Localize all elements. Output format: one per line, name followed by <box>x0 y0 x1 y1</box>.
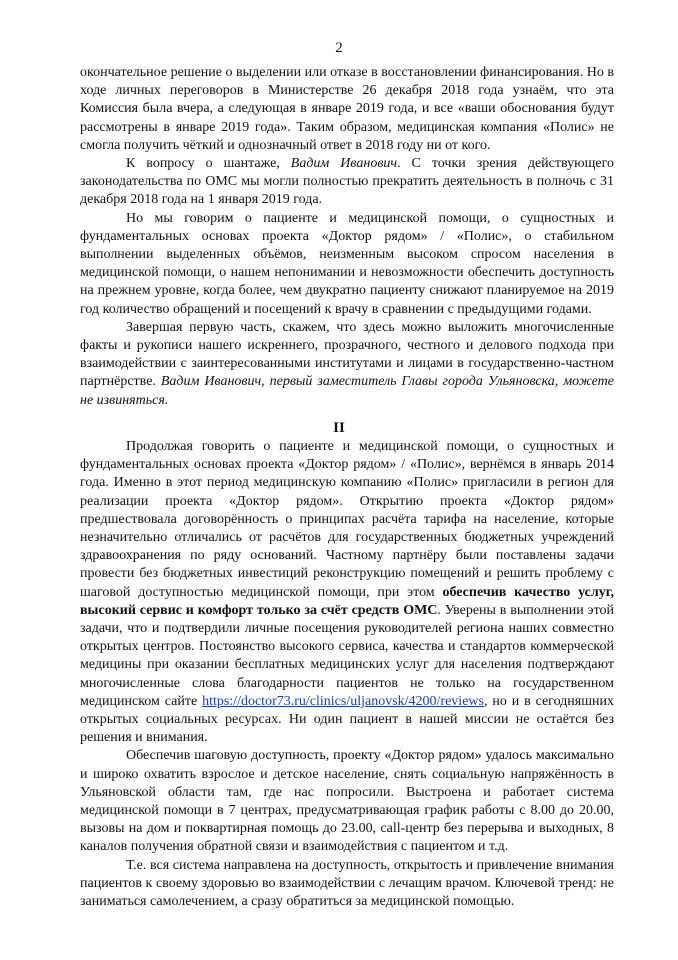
paragraph-4 <box>80 319 614 410</box>
paragraph-3: Но мы говорим о пациенте и медицинской помощи, о сущностных и фундаментальных основах проекта «Доктор рядом» / «Полис», о стабильном выполнении выделенных объёмов, неизменным высоком спросом населения в медицинской помощи, о нашем непонимании и невозможности обеспечить доступность на прежнем уровне, когда более, чем двукратно пациенту снижают планируемое на 2019 год количество обращений и посещений к врачу в сравнении с предыдущими годами. <box>80 210 614 317</box>
section-heading: II <box>333 420 345 436</box>
paragraph-5-text-b: . Уверены в выполнении этой задачи, что и подтвердили личные посещения руководителей региона наших совместно открытых центров. Постоянство высокого сервиса, качества и стандартов коммерческой медицины при оказании бесплатных медицинских услуг для населения подтверждают многочисленные слова благодарности пациентов не только на государственном медицинском сайте <box>80 602 614 709</box>
paragraph-5-text-a: Продолжая говорить о пациенте и медицинской помощи, о сущностных и фундаментальных основах проекта «Доктор рядом» / «Полис», вернёмся в январь 2014 года. Именно в этот период медицинскую компанию «Полис» пригласили в регион для реализации проекта «Доктор рядом». Открытию проекта «Доктор рядом» предшествовала договорённость о принципах расчёта тарифа на население, которые незначительно отличались от расчётов для государственных бюджетных учреждений здравоохранения по ряду оснований. Частному партнёру были поставлены задачи провести без бюджетных инвестиций реконструкцию помещений и решить проблему с шаговой доступностью медицинской помощи, при этом <box>80 439 614 600</box>
paragraph-5-text-c: , но и в сегодняшних открытых социальных ресурсах. Ни один пациент в нашей миссии не остаётся без решения и внимания. <box>80 693 614 746</box>
paragraph-5-bold: обеспечив качество услуг, высокий сервис и комфорт только за счёт средств ОМС <box>80 584 614 618</box>
section-2-body <box>80 438 614 911</box>
page-number: 2 <box>335 40 343 56</box>
paragraph-7: Т.е. вся система направлена на доступность, открытость и привлечение внимания пациентов к своему здоровью во взаимодействии с лечащим врачом. Ключевой тренд: не заниматься самолечением, а сразу обратиться за медицинской помощью. <box>80 857 614 910</box>
paragraph-4-text-a: Завершая первую часть, скажем, что здесь можно выложить многочисленные факты и рукописи нашего искреннего, прозрачного, честного и делового подхода при взаимодействии с заинтересованными институтами и лицами в государственно-частном партнёрстве. <box>80 319 614 390</box>
paragraph-5 <box>80 438 614 747</box>
paragraph-1: окончательное решение о выделении или отказе в восстановлении финансирования. Но в ходе личных переговоров в Министерстве 26 декабря 2018 года узнаём, что эта Комиссия была вчера, а следующая в январе 2019 года, и все «ваши обоснования будут рассмотрены в январе 2019 года». Таким образом, медицинская компания «Полис» не смогла получить чёткий и однозначный ответ в 2018 году ни от кого. <box>80 65 614 153</box>
section-1-body <box>80 64 614 410</box>
paragraph-2 <box>80 155 614 210</box>
paragraph-6: Обеспечив шаговую доступность, проекту «Доктор рядом» удалось максимально и широко охватить взрослое и детское население, снять социальную напряжённость в Ульяновской области там, где нас попросили. Выстроена и работает система медицинской помощи в 7 центрах, предусматривающая график работы с 8.00 до 20.00, вызовы на дом и поквартирная помощь до 23.00, call-центр без перерыва и выходных, 8 каналов получения обратной связи и взаимодействия с пациентом и т.д. <box>80 748 614 855</box>
addressee-name: Вадим Иванович <box>290 156 398 172</box>
reviews-link[interactable]: https://doctor73.ru/clinics/uljanovsk/4200/reviews <box>202 693 484 709</box>
paragraph-2-text-a: К вопросу о шантаже, <box>126 156 291 172</box>
paragraph-4-italic: Вадим Иванович, первый заместитель Главы города Ульяновска, можете не извиняться. <box>80 374 615 408</box>
paragraph-2-text-c: . С точки зрения действующего законодательства по ОМС мы могли полностью прекратить деятельность в полночь с 31 декабря 2018 года на 1 января 2019 года. <box>80 156 614 208</box>
